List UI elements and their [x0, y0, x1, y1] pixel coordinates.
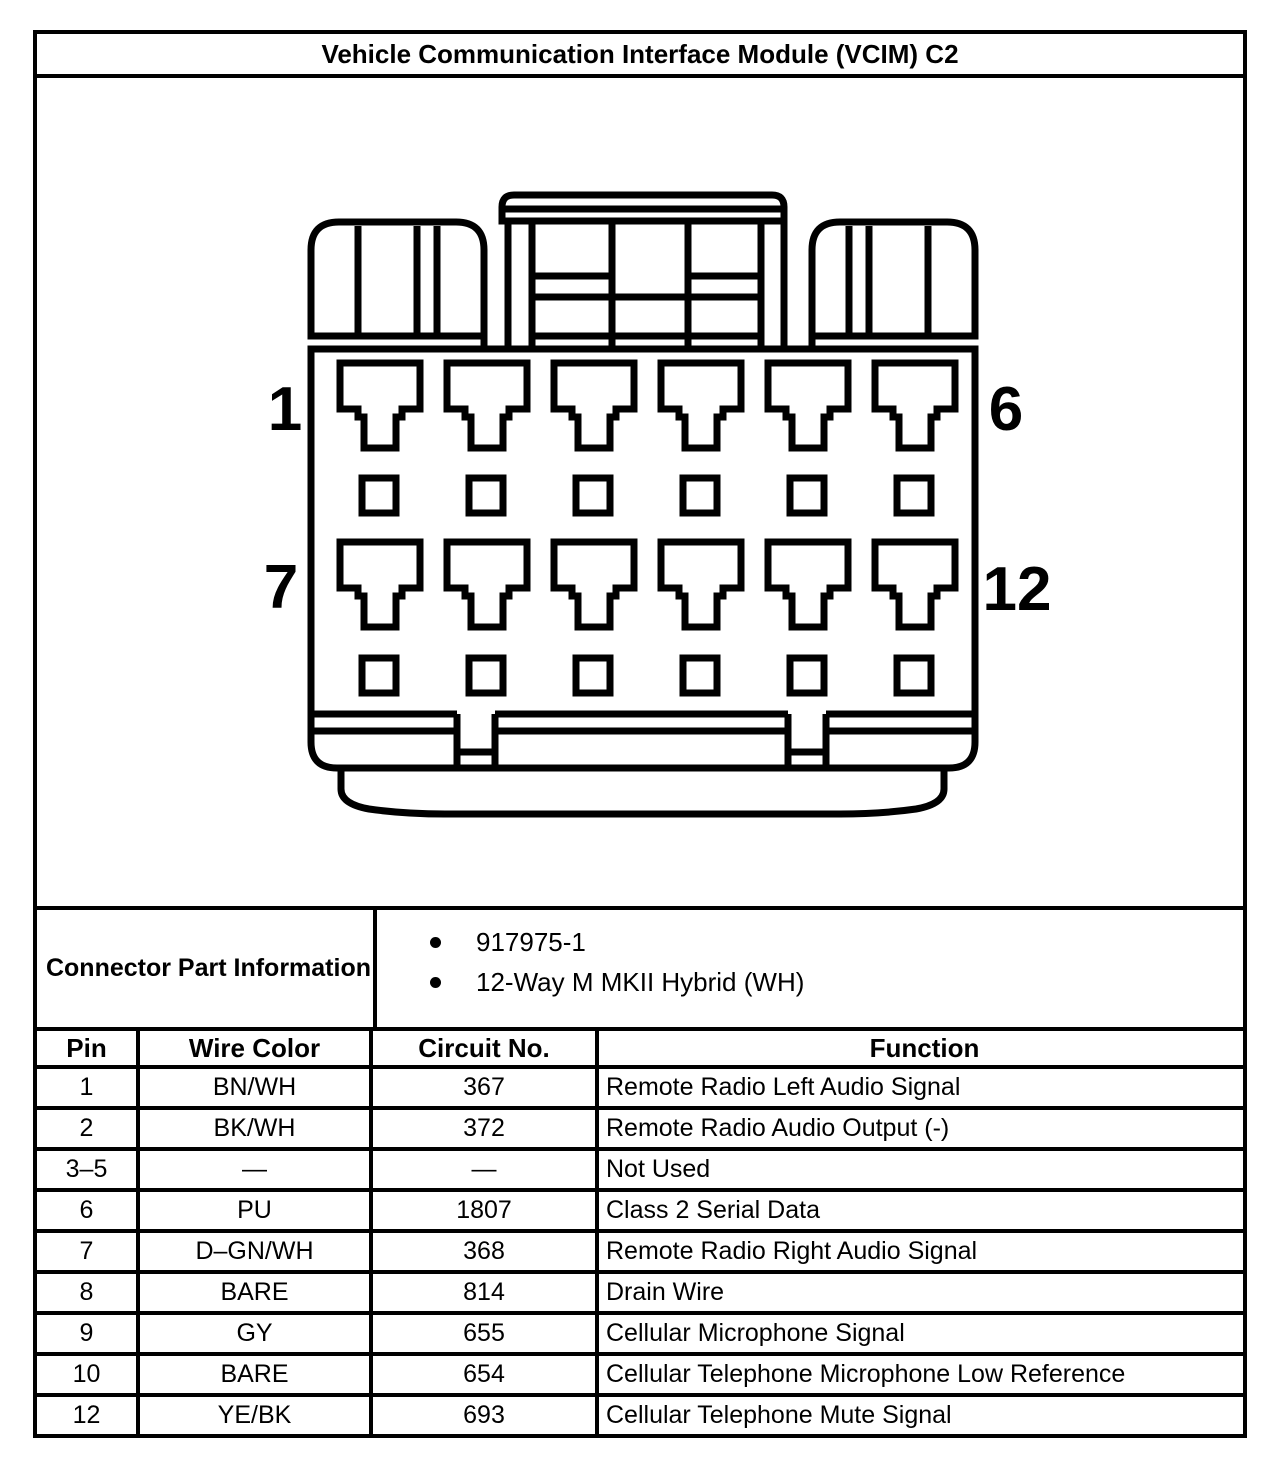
table-row — [37, 1315, 1243, 1356]
cell-function: Cellular Microphone Signal — [606, 1319, 905, 1347]
connector-left-latch-block — [311, 222, 484, 336]
header-circuit: Circuit No. — [373, 1031, 599, 1065]
cell-pin: 2 — [37, 1110, 140, 1147]
connector-part-info-row — [37, 910, 1243, 1031]
cell-circuit: 1807 — [373, 1192, 599, 1229]
connector-diagram-panel — [37, 78, 1243, 910]
header-wire: Wire Color — [140, 1031, 373, 1065]
cell-wire: PU — [140, 1192, 373, 1229]
header-pin: Pin — [37, 1031, 140, 1065]
cell-circuit: 368 — [373, 1233, 599, 1270]
cell-wire: BK/WH — [140, 1110, 373, 1147]
cell-circuit: 372 — [373, 1110, 599, 1147]
table-row — [37, 1356, 1243, 1397]
table-row — [37, 1192, 1243, 1233]
table-row — [37, 1274, 1243, 1315]
part-type-item — [377, 962, 1243, 1002]
pin-label-7: 7 — [263, 553, 299, 622]
table-row — [37, 1397, 1243, 1434]
cell-function: Remote Radio Audio Output (-) — [606, 1114, 950, 1142]
table-row — [37, 1069, 1243, 1110]
cell-function: Class 2 Serial Data — [606, 1196, 820, 1224]
part-type-text: 12-Way M MKII Hybrid (WH) — [476, 966, 805, 997]
cell-pin: 9 — [37, 1315, 140, 1352]
part-number-text: 917975-1 — [476, 926, 586, 957]
connector-face-drawing — [37, 78, 1243, 906]
pin-label-6: 6 — [988, 375, 1024, 444]
part-number-item — [377, 922, 1243, 962]
cell-pin: 3–5 — [37, 1151, 140, 1188]
cell-wire: GY — [140, 1315, 373, 1352]
cell-pin: 1 — [37, 1069, 140, 1106]
pin-table-header — [37, 1031, 1243, 1069]
cell-circuit: 814 — [373, 1274, 599, 1311]
cell-wire: BARE — [140, 1274, 373, 1311]
title-bar — [37, 34, 1243, 78]
cell-circuit: 693 — [373, 1397, 599, 1434]
header-function: Function — [869, 1032, 980, 1063]
part-info-label: Connector Part Information — [37, 910, 377, 1027]
table-row — [37, 1151, 1243, 1192]
page-title: Vehicle Communication Interface Module (VCIM) C2 — [321, 38, 959, 69]
cell-circuit: 655 — [373, 1315, 599, 1352]
bullet-icon — [430, 937, 441, 948]
pin-label-1: 1 — [267, 375, 303, 444]
cell-pin: 7 — [37, 1233, 140, 1270]
part-info-list — [377, 910, 1243, 1027]
cell-circuit: 654 — [373, 1356, 599, 1393]
pin-label-12: 12 — [982, 555, 1052, 624]
vcim-connector-document — [33, 30, 1247, 1438]
pin-table-body — [37, 1069, 1243, 1434]
cell-wire: — — [140, 1151, 373, 1188]
cell-wire: BN/WH — [140, 1069, 373, 1106]
cell-wire: D–GN/WH — [140, 1233, 373, 1270]
cell-function: Cellular Telephone Microphone Low Reference — [606, 1360, 1126, 1388]
cell-pin: 6 — [37, 1192, 140, 1229]
table-row — [37, 1110, 1243, 1151]
cell-circuit: 367 — [373, 1069, 599, 1106]
cell-function: Cellular Telephone Mute Signal — [606, 1401, 952, 1429]
cell-wire: YE/BK — [140, 1397, 373, 1434]
cell-function: Remote Radio Right Audio Signal — [606, 1237, 978, 1265]
cell-function: Drain Wire — [606, 1278, 725, 1306]
cell-circuit: — — [373, 1151, 599, 1188]
connector-center-latch — [502, 195, 784, 350]
cell-pin: 10 — [37, 1356, 140, 1393]
cell-pin: 8 — [37, 1274, 140, 1311]
cell-pin: 12 — [37, 1397, 140, 1434]
cell-function: Not Used — [606, 1155, 711, 1183]
bullet-icon — [430, 977, 441, 988]
connector-right-latch-block — [812, 222, 975, 336]
table-row — [37, 1233, 1243, 1274]
cell-wire: BARE — [140, 1356, 373, 1393]
cell-function: Remote Radio Left Audio Signal — [606, 1073, 961, 1101]
